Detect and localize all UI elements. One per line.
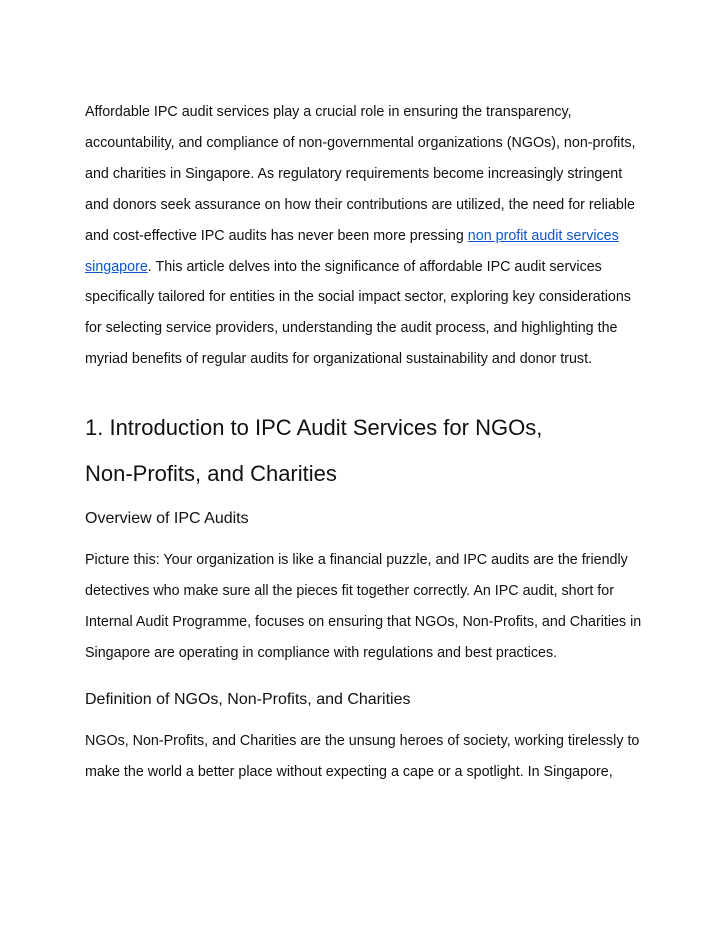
intro-line: and donors seek assurance on how their contributions are utilized, the need for reliable xyxy=(85,196,635,213)
audit-services-link-continued[interactable]: singapore xyxy=(85,258,148,275)
subsection-title: Overview of IPC Audits xyxy=(85,510,249,528)
intro-line: specifically tailored for entities in the social impact sector, exploring key considerations xyxy=(85,289,631,306)
intro-text: and cost-effective IPC audits has never been more pressing xyxy=(85,227,468,244)
intro-line-with-link xyxy=(85,252,645,283)
heading-line: 1. Introduction to IPC Audit Services for NGOs, xyxy=(85,415,543,441)
overview-paragraph xyxy=(85,545,645,669)
intro-line: accountability, and compliance of non-governmental organizations (NGOs), non-profits, xyxy=(85,134,636,151)
overview-line: detectives who make sure all the pieces fit together correctly. An IPC audit, short for xyxy=(85,583,614,600)
heading-line: Non-Profits, and Charities xyxy=(85,461,337,487)
overview-line: Singapore are operating in compliance with regulations and best practices. xyxy=(85,644,558,661)
definition-line: NGOs, Non-Profits, and Charities are the unsung heroes of society, working tirelessly to xyxy=(85,732,640,749)
intro-paragraph xyxy=(85,97,645,375)
intro-line: Affordable IPC audit services play a crucial role in ensuring the transparency, xyxy=(85,104,572,120)
definition-line: make the world a better place without expecting a cape or a spotlight. In Singapore, xyxy=(85,763,613,780)
intro-line: for selecting service providers, understanding the audit process, and highlighting the xyxy=(85,320,618,337)
intro-line-with-link xyxy=(85,221,645,252)
intro-line: myriad benefits of regular audits for organizational sustainability and donor trust. xyxy=(85,351,593,368)
intro-text: . This article delves into the significance of affordable IPC audit services xyxy=(147,258,602,275)
subsection-title: Definition of NGOs, Non-Profits, and Charities xyxy=(85,690,411,708)
definition-paragraph xyxy=(85,726,645,788)
overview-line: Internal Audit Programme, focuses on ensuring that NGOs, Non-Profits, and Charities in xyxy=(85,613,642,630)
intro-line: and charities in Singapore. As regulatory requirements become increasingly stringent xyxy=(85,165,623,182)
document-page xyxy=(85,97,645,788)
overview-line: Picture this: Your organization is like a financial puzzle, and IPC audits are the friendly xyxy=(85,552,628,569)
section-heading xyxy=(85,405,645,497)
audit-services-link[interactable]: non profit audit services xyxy=(467,227,619,244)
